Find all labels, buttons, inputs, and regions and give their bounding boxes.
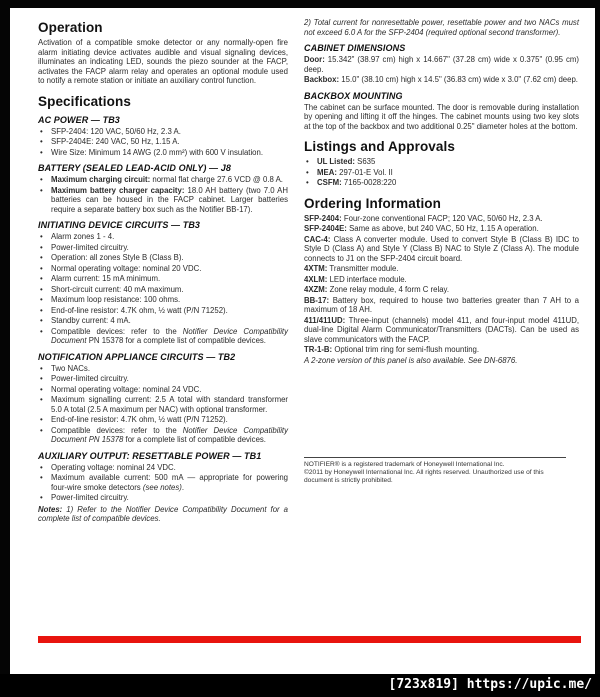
bullet-icon: • bbox=[40, 126, 43, 136]
text-segment-post: PN 15378 for a complete list of compatible devices. bbox=[86, 336, 266, 345]
note-2-paragraph: 2) Total current for nonresettable power, resettable power and two NACs must not exceed 6.0 A for the SFP-2404 (required optional second transformer). bbox=[304, 18, 579, 37]
spec-bullet bbox=[38, 493, 288, 503]
spec-bullet bbox=[38, 243, 288, 253]
ordering-entry bbox=[304, 275, 579, 285]
ordering-entry bbox=[304, 235, 579, 264]
bullet-icon: • bbox=[40, 295, 43, 304]
spec-bullet bbox=[38, 175, 288, 185]
item-text bbox=[51, 253, 288, 263]
spec-bullet bbox=[38, 415, 288, 425]
text-segment-post: for a complete list of compatible devices. bbox=[123, 435, 266, 444]
item-text bbox=[304, 264, 398, 273]
item-text bbox=[304, 345, 479, 354]
text-segment-lead: 4XTM: bbox=[304, 264, 328, 273]
aux-output-bullet-list bbox=[38, 463, 288, 503]
bullet-icon: • bbox=[40, 253, 43, 262]
listing-bullet bbox=[304, 157, 579, 167]
spec-bullet bbox=[38, 148, 288, 158]
nac-bullet-list bbox=[38, 364, 288, 445]
subheading-cabinet-dimensions: CABINET DIMENSIONS bbox=[304, 43, 406, 53]
two-column-layout bbox=[10, 8, 595, 525]
text-segment-lead: UL Listed: bbox=[317, 157, 355, 166]
bullet-icon: • bbox=[40, 473, 43, 482]
text-segment-lead: SFP-2404: bbox=[304, 213, 342, 223]
item-text bbox=[51, 385, 288, 395]
backbox-mounting-paragraph: The cabinet can be surface mounted. The door is removable during installation by opening and lifting it off the hinges. The cabinet mounts using two key slots at the top of the backbox and two additional 0.25" diameter holes at the bottom. bbox=[304, 102, 579, 131]
bullet-icon: • bbox=[40, 326, 43, 336]
text-segment-pre: Maximum loop resistance: 100 ohms. bbox=[51, 295, 181, 304]
text-segment-post: . bbox=[181, 482, 185, 492]
text-segment-pre: 7165-0028:220 bbox=[341, 178, 397, 187]
text-segment-pre: Wire Size: Minimum 14 AWG (2.0 mm²) with 600 V insulation. bbox=[51, 147, 264, 157]
spec-bullet bbox=[38, 186, 288, 215]
spec-bullet bbox=[38, 264, 288, 274]
bullet-icon: • bbox=[306, 157, 309, 166]
bullet-icon: • bbox=[40, 425, 43, 435]
item-text bbox=[51, 274, 288, 284]
text-segment-em: A 2-zone version of this panel is also available. See DN-6876. bbox=[304, 355, 518, 365]
item-text bbox=[304, 224, 539, 233]
text-segment-pre: Compatible devices: refer to the bbox=[51, 326, 183, 336]
text-segment-em: Notifier Device Compatibility Document bbox=[51, 326, 288, 345]
text-segment-pre: SFP-2404E: 240 VAC, 50 Hz, 1.15 A. bbox=[51, 137, 180, 146]
spec-bullet bbox=[38, 127, 288, 137]
text-segment-lead: CAC-4: bbox=[304, 234, 331, 244]
spec-bullet bbox=[38, 274, 288, 284]
item-text bbox=[317, 168, 579, 178]
spec-bullet bbox=[38, 306, 288, 316]
text-segment-pre: Normal operating voltage: nominal 20 VDC. bbox=[51, 263, 202, 273]
text-segment-em: (see notes) bbox=[142, 482, 182, 492]
spec-bullet bbox=[38, 137, 288, 147]
item-text bbox=[51, 415, 288, 425]
item-text bbox=[304, 275, 407, 284]
item-text bbox=[304, 55, 579, 74]
text-segment-pre: Normal operating voltage: nominal 24 VDC. bbox=[51, 384, 202, 394]
text-segment-pre: Battery box, required to house two batteries greater than 7 AH to a maximum of 18 AH. bbox=[304, 295, 579, 314]
spec-bullet bbox=[38, 327, 288, 346]
text-segment-pre: Power-limited circuitry. bbox=[51, 242, 129, 252]
item-text bbox=[51, 493, 288, 503]
listing-bullet bbox=[304, 168, 579, 178]
bullet-icon: • bbox=[40, 305, 43, 315]
listing-bullet bbox=[304, 178, 579, 188]
text-segment-pre: 18.0 AH battery (two 7.0 AH batteries can be housed in the FACP cabinet. Larger batteries require a separate battery box such as the Notifier BB-17). bbox=[51, 185, 288, 214]
item-text bbox=[51, 127, 288, 137]
bullet-icon: • bbox=[40, 137, 43, 146]
idc-bullet-list bbox=[38, 232, 288, 346]
text-segment-pre: End-of-line resistor: 4.7K ohm, ½ watt (P/N 71252). bbox=[51, 305, 228, 315]
ordering-entry bbox=[304, 316, 579, 345]
text-segment-lead: TR-1-B: bbox=[304, 345, 333, 354]
text-segment-lead: Backbox: bbox=[304, 75, 340, 84]
text-segment-pre: Power-limited circuitry. bbox=[51, 374, 129, 383]
bullet-icon: • bbox=[40, 462, 43, 472]
cabinet-dimensions-list bbox=[304, 55, 579, 85]
text-segment-pre: Alarm zones 1 - 4. bbox=[51, 232, 115, 241]
ac-power-bullet-list bbox=[38, 127, 288, 158]
text-segment-pre: Class A converter module. Used to convert Style B (Class B) IDC to Style D (Class A) and Style Y (Class B) NAC to Style Z (Class A). The module connects to J1 on the SFP-2404 circuit board. bbox=[304, 234, 579, 263]
bullet-icon: • bbox=[40, 263, 43, 273]
spec-bullet bbox=[38, 316, 288, 326]
bullet-icon: • bbox=[40, 384, 43, 394]
spec-bullet bbox=[38, 285, 288, 295]
text-segment-pre: Standby current: 4 mA. bbox=[51, 316, 131, 325]
spec-bullet bbox=[38, 374, 288, 384]
cabinet-dimension-entry bbox=[304, 75, 579, 85]
left-column bbox=[38, 18, 288, 525]
ordering-entry bbox=[304, 214, 579, 224]
item-text bbox=[51, 137, 288, 147]
item-text bbox=[51, 285, 288, 295]
bullet-icon: • bbox=[40, 374, 43, 383]
item-text bbox=[317, 157, 579, 167]
text-segment-pre: Operation: all zones Style B (Class B). bbox=[51, 253, 184, 262]
listings-bullet-list bbox=[304, 157, 579, 188]
bullet-icon: • bbox=[40, 242, 43, 252]
right-column bbox=[304, 18, 579, 525]
ordering-entry bbox=[304, 345, 579, 355]
bullet-icon: • bbox=[40, 274, 43, 283]
ordering-entry bbox=[304, 264, 579, 274]
item-text bbox=[51, 364, 288, 374]
item-text bbox=[51, 374, 288, 384]
subheading-notification-appliance-circuits: NOTIFICATION APPLIANCE CIRCUITS — TB2 bbox=[38, 351, 236, 362]
document-page bbox=[10, 8, 595, 674]
bullet-icon: • bbox=[40, 185, 43, 195]
item-text bbox=[304, 316, 579, 344]
text-segment-lead: 4XLM: bbox=[304, 274, 328, 284]
item-text bbox=[51, 426, 288, 445]
image-caption-bar bbox=[0, 674, 600, 697]
bullet-icon: • bbox=[40, 363, 43, 373]
text-segment-pre: 297-01-E Vol. II bbox=[336, 167, 393, 177]
item-text bbox=[51, 243, 288, 253]
item-text bbox=[51, 148, 288, 158]
item-text bbox=[304, 235, 579, 263]
text-segment-pre: Alarm current: 15 mA minimum. bbox=[51, 274, 161, 283]
bullet-icon: • bbox=[40, 284, 43, 294]
notes-text: 1) Refer to the Notifier Device Compatibility Document for a complete list of compatible devices. bbox=[38, 504, 288, 523]
bullet-icon: • bbox=[40, 493, 43, 502]
text-segment-lead: BB-17: bbox=[304, 295, 330, 305]
bullet-icon: • bbox=[40, 415, 43, 424]
text-segment-pre: 15.342" (38.97 cm) high x 14.667" (37.28 cm) wide x 0.375" (0.95 cm) deep. bbox=[304, 55, 579, 74]
bullet-icon: • bbox=[40, 147, 43, 157]
spec-bullet bbox=[38, 463, 288, 473]
item-text bbox=[51, 232, 288, 242]
spec-bullet bbox=[38, 395, 288, 414]
battery-bullet-list bbox=[38, 175, 288, 214]
text-segment-pre: Power-limited circuitry. bbox=[51, 493, 129, 502]
item-text bbox=[304, 214, 543, 223]
notes-paragraph bbox=[38, 505, 288, 524]
text-segment-lead: MEA: bbox=[317, 167, 337, 177]
spec-bullet bbox=[38, 232, 288, 242]
item-text bbox=[51, 327, 288, 346]
red-divider-bar bbox=[38, 636, 581, 643]
text-segment-pre: Operating voltage: nominal 24 VDC. bbox=[51, 462, 176, 472]
spec-bullet bbox=[38, 426, 288, 445]
operation-paragraph: Activation of a compatible smoke detector or any normally-open fire alarm initiating device activates audible and visual signaling devices, illuminates an indicating LED, sounds the piezo sounder at the FACP, activates the FACP alarm relay and operates an optional module used to notify a remote station or initiate an auxiliary control function. bbox=[38, 38, 288, 85]
text-segment-pre: Optional trim ring for semi-flush mounting. bbox=[332, 345, 480, 354]
text-segment-lead: 4XZM: bbox=[304, 285, 328, 294]
text-segment-lead: Door: bbox=[304, 55, 325, 64]
subheading-ac-power: AC POWER — TB3 bbox=[38, 114, 120, 125]
spec-bullet bbox=[38, 473, 288, 492]
text-segment-pre: Same as above, but 240 VAC, 50 Hz, 1.15 A operation. bbox=[346, 224, 539, 233]
item-text bbox=[304, 285, 449, 294]
subheading-initiating-device-circuits: INITIATING DEVICE CIRCUITS — TB3 bbox=[38, 220, 201, 230]
text-segment-pre: normal flat charge 27.6 VCD @ 0.8 A. bbox=[150, 175, 283, 184]
text-segment-em: Notifier Device Compatibility Document PN 15378 bbox=[51, 425, 288, 444]
item-text bbox=[304, 356, 517, 365]
text-segment-lead: SFP-2404E: bbox=[304, 224, 347, 233]
text-segment-lead: Maximum charging circuit: bbox=[51, 175, 151, 184]
ordering-entry bbox=[304, 296, 579, 315]
spec-bullet bbox=[38, 295, 288, 305]
text-segment-lead: CSFM: bbox=[317, 178, 342, 187]
trademark-line: NOTIFIER® is a registered trademark of Honeywell International Inc. bbox=[304, 461, 505, 468]
item-text bbox=[304, 75, 578, 84]
item-text bbox=[51, 316, 288, 326]
notes-label: Notes: bbox=[38, 504, 63, 514]
ordering-entry bbox=[304, 356, 579, 366]
text-segment-pre: Short-circuit current: 40 mA maximum. bbox=[51, 284, 184, 294]
item-text bbox=[304, 296, 579, 315]
caption-text: [723x819] https://upic.me/ bbox=[388, 677, 592, 692]
section-heading-specifications: Specifications bbox=[38, 93, 131, 109]
item-text bbox=[51, 175, 288, 185]
text-segment-pre: Three-input (channels) model 411, and four-input model 411UD, dual-line Digital Alarm Communicator/Transmitters (DACTs). Can be used as slave communicators with the FACP. bbox=[304, 315, 579, 344]
text-segment-lead: 411/411UD: bbox=[304, 315, 346, 325]
bullet-icon: • bbox=[306, 178, 309, 187]
item-text bbox=[51, 264, 288, 274]
copyright-block bbox=[304, 457, 566, 485]
text-segment-pre: SFP-2404: 120 VAC, 50/60 Hz, 2.3 A. bbox=[51, 126, 181, 136]
text-segment-pre: LED interface module. bbox=[327, 274, 407, 284]
section-heading-listings: Listings and Approvals bbox=[304, 139, 455, 154]
text-segment-pre: End-of-line resistor: 4.7K ohm, ½ watt (P/N 71252). bbox=[51, 415, 228, 424]
text-segment-pre: 15.0" (38.10 cm) high x 14.5" (36.83 cm) wide x 3.0" (7.62 cm) deep. bbox=[339, 75, 578, 84]
spec-bullet bbox=[38, 385, 288, 395]
footer-divider bbox=[304, 457, 566, 458]
text-segment-pre: S635 bbox=[354, 157, 376, 166]
item-text bbox=[51, 306, 288, 316]
bullet-icon: • bbox=[40, 395, 43, 404]
item-text bbox=[51, 186, 288, 215]
copyright-line: ©2011 by Honeywell International Inc. All rights reserved. Unauthorized use of this document is strictly prohibited. bbox=[304, 469, 544, 484]
cabinet-dimension-entry bbox=[304, 55, 579, 74]
item-text bbox=[51, 395, 288, 414]
subheading-auxiliary-output: AUXILIARY OUTPUT: RESETTABLE POWER — TB1 bbox=[38, 450, 262, 461]
subheading-battery: BATTERY (SEALED LEAD-ACID ONLY) — J8 bbox=[38, 163, 231, 173]
text-segment-pre: Maximum signalling current: 2.5 A total with standard transformer 5.0 A total (2.5 A maximum per NAC) with optional transformer. bbox=[51, 395, 288, 414]
item-text bbox=[51, 463, 288, 473]
bullet-icon: • bbox=[40, 232, 43, 241]
ordering-entry bbox=[304, 285, 579, 295]
text-segment-pre: Four-zone conventional FACP; 120 VAC, 50/60 Hz, 2.3 A. bbox=[341, 213, 543, 223]
text-segment-pre: Compatible devices: refer to the bbox=[51, 425, 183, 435]
item-text bbox=[317, 178, 579, 188]
section-heading-ordering: Ordering Information bbox=[304, 195, 441, 211]
text-segment-lead: Maximum battery charger capacity: bbox=[51, 185, 185, 195]
spec-bullet bbox=[38, 253, 288, 263]
bullet-icon: • bbox=[306, 167, 309, 177]
spec-bullet bbox=[38, 364, 288, 374]
ordering-entry-list bbox=[304, 214, 579, 366]
text-segment-pre: Transmitter module. bbox=[327, 264, 399, 273]
text-segment-pre: Maximum available current: 500 mA — appropriate for powering four-wire smoke detectors bbox=[51, 473, 288, 492]
section-heading-operation: Operation bbox=[38, 20, 103, 35]
text-segment-pre: Zone relay module, 4 form C relay. bbox=[327, 285, 450, 294]
subheading-backbox-mounting: BACKBOX MOUNTING bbox=[304, 90, 403, 101]
ordering-entry bbox=[304, 224, 579, 234]
bullet-icon: • bbox=[40, 175, 43, 184]
item-text bbox=[51, 473, 288, 492]
item-text bbox=[51, 295, 288, 305]
bullet-icon: • bbox=[40, 316, 43, 325]
text-segment-pre: Two NACs. bbox=[51, 363, 90, 373]
